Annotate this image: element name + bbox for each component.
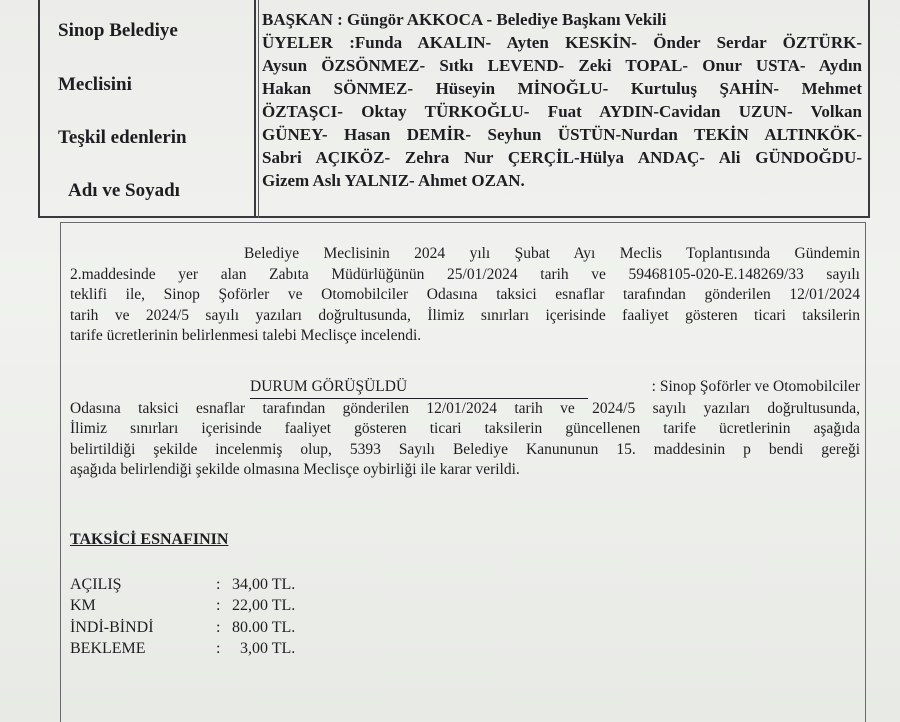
council-label-line-3: Teşkil edenlerin — [58, 127, 187, 148]
header-column-divider — [254, 0, 256, 218]
fee-value: 22,00 TL. — [232, 597, 296, 614]
fee-label: İNDİ-BİNDİ — [70, 619, 154, 636]
agenda-paragraph — [70, 244, 860, 347]
paragraph-line: Odasına taksici esnaflar tarafından gönderilen 12/01/2024 tarih ve 2024/5 sayılı yazıları doğrultusunda, — [70, 399, 860, 417]
fee-value: 3,00 TL. — [232, 640, 296, 657]
durum-label: DURUM GÖRÜŞÜLDÜ — [250, 377, 588, 399]
fee-row-acilis — [70, 576, 295, 596]
members-line: Hakan SÖNMEZ- Hüseyin MİNOĞLU- Kurtuluş ŞAHİN- Mehmet — [262, 79, 862, 98]
fee-row-indi-bindi — [70, 619, 295, 639]
council-members-list — [262, 8, 862, 192]
paragraph-line: teklifi ile, Sinop Şoförler ve Otomobilciler Odasına taksici esnaflar tarafından gönderilen 12/01/2024 — [70, 286, 860, 303]
paragraph-line: Belediye Meclisinin 2024 yılı Şubat Ayı Meclis Toplantısında Gündemin — [244, 245, 860, 262]
fee-value: 80.00 TL. — [232, 619, 296, 636]
president-line: BAŞKAN : Güngör AKKOCA - Belediye Başkanı Vekili — [262, 10, 667, 29]
paragraph-line: aşağıda belirlendiği şekilde olmasına Meclisçe oybirliği ile karar verildi. — [70, 461, 520, 478]
fees-section-title: TAKSİCİ ESNAFININ — [70, 531, 229, 548]
header-column-divider-inner — [258, 0, 259, 218]
durum-rest: : Sinop Şoförler ve Otomobilciler — [651, 378, 860, 395]
decision-first-line — [70, 377, 860, 399]
decision-paragraph — [70, 377, 860, 481]
council-label-line-4: Adı ve Soyadı — [68, 180, 180, 201]
council-label-line-1: Sinop Belediye — [58, 20, 178, 41]
paragraph-line: belirtildiği şekilde incelenmiş olup, 5393 Sayılı Belediye Kanununun 15. maddesinin p bendi gereği — [70, 440, 860, 458]
fee-label: AÇILIŞ — [70, 576, 122, 593]
paragraph-line: tarife ücretlerinin belirlenmesi talebi Meclisçe incelendi. — [70, 327, 422, 344]
fee-row-km — [70, 597, 295, 617]
paragraph-line: tarih ve 2024/5 sayılı yazıları doğrultusunda, İlimiz sınırları içerisinde faaliyet gösteren ticari taksilerin — [70, 306, 860, 324]
members-line: Gizem Aslı YALNIZ- Ahmet OZAN. — [262, 171, 525, 190]
fee-value: 34,00 TL. — [232, 576, 296, 593]
members-line: Aysun ÖZSÖNMEZ- Sıtkı LEVEND- Zeki TOPAL- Onur USTA- Aydın — [262, 56, 862, 75]
council-label-line-2: Meclisini — [58, 74, 132, 95]
fee-label: BEKLEME — [70, 640, 146, 657]
fee-colon: : — [216, 619, 221, 636]
fee-label: KM — [70, 597, 96, 614]
fee-row-bekleme — [70, 640, 295, 660]
fee-colon: : — [216, 640, 221, 657]
fee-colon: : — [216, 597, 221, 614]
members-line: ÖZTAŞCI- Oktay TÜRKOĞLU- Fuat AYDIN-Cavidan UZUN- Volkan — [262, 102, 862, 121]
members-line: GÜNEY- Hasan DEMİR- Seyhun ÜSTÜN-Nurdan TEKİN ALTINKÖK- — [262, 125, 862, 144]
members-line: ÜYELER :Funda AKALIN- Ayten KESKİN- Önder Serdar ÖZTÜRK- — [262, 33, 862, 52]
paragraph-line: İlimiz sınırları içerisinde faaliyet gösteren ticari taksilerin güncellenen tarife ücretlerinin aşağıda — [70, 420, 860, 437]
members-line: Sabri AÇIKÖZ- Zehra Nur ÇERÇİL-Hülya ANDAÇ- Ali GÜNDOĞDU- — [262, 148, 862, 167]
paragraph-line: 2.maddesinde yer alan Zabıta Müdürlüğünün 25/01/2024 tarih ve 59468105-020-E.148269/33 sayılı — [70, 265, 860, 283]
fee-colon: : — [216, 576, 221, 593]
